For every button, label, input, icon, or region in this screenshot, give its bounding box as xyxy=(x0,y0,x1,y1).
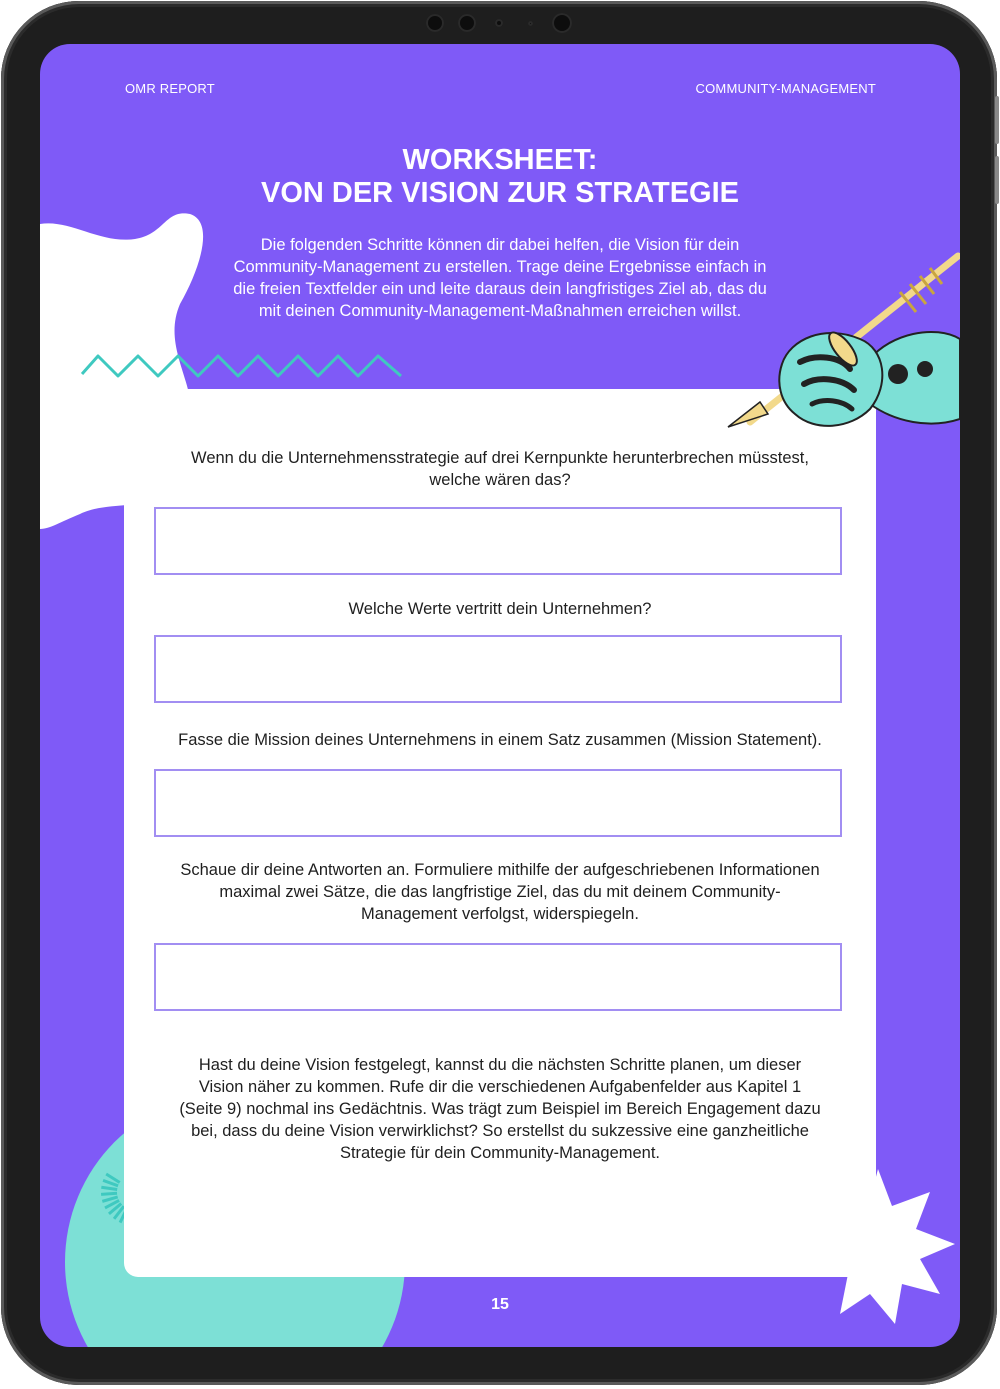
tablet-frame xyxy=(1,1,997,1385)
intro-line: mit deinen Community-Management-Maßnahmen erreichen willst. xyxy=(258,302,742,320)
front-camera-icon xyxy=(552,13,572,33)
page-title xyxy=(40,144,960,210)
question-line: Management verfolgst, widerspiegeln. xyxy=(361,905,639,923)
document-page[interactable] xyxy=(40,44,960,1347)
question-4 xyxy=(124,859,876,925)
sensor-dot-icon xyxy=(528,21,533,26)
answer-field-2[interactable] xyxy=(154,635,842,703)
question-line: maximal zwei Sätze, die das langfristige Ziel, das du mit deinem Community- xyxy=(219,883,781,901)
question-line: Fasse die Mission deines Unternehmens in einem Satz zusammen (Mission Statement). xyxy=(178,731,822,749)
worksheet-card xyxy=(124,389,876,1277)
answer-field-1[interactable] xyxy=(154,507,842,575)
page-number: 15 xyxy=(491,1296,509,1313)
question-1 xyxy=(124,447,876,491)
question-line: welche wären das? xyxy=(429,471,571,489)
header-right: COMMUNITY-MANAGEMENT xyxy=(695,81,876,96)
question-line: Schaue dir deine Antworten an. Formuliere mithilfe der aufgeschriebenen Informationen xyxy=(180,861,820,879)
volume-button xyxy=(995,156,999,204)
question-3 xyxy=(124,729,876,751)
outro-line: (Seite 9) nochmal ins Gedächtnis. Was trägt zum Beispiel im Bereich Engagement dazu xyxy=(179,1100,821,1118)
intro-line: Die folgenden Schritte können dir dabei helfen, die Vision für dein xyxy=(260,236,740,254)
sensor-icon xyxy=(458,14,476,32)
intro-text xyxy=(205,234,795,322)
robot-hand-pen-icon xyxy=(720,244,960,434)
outro-text xyxy=(154,1054,846,1164)
volume-button xyxy=(995,96,999,144)
title-line: WORKSHEET: xyxy=(402,144,598,176)
outro-line: Hast du deine Vision festgelegt, kannst du die nächsten Schritte planen, um dieser xyxy=(198,1056,802,1074)
answer-field-4[interactable] xyxy=(154,943,842,1011)
outro-line: Strategie für dein Community-Management. xyxy=(339,1144,661,1162)
title-line: VON DER VISION ZUR STRATEGIE xyxy=(260,177,739,209)
sensor-icon xyxy=(426,14,444,32)
outro-line: Vision näher zu kommen. Rufe dir die verschiedenen Aufgabenfelder aus Kapitel 1 xyxy=(198,1078,802,1096)
question-line: Welche Werte vertritt dein Unternehmen? xyxy=(348,600,652,618)
sensor-dot-icon xyxy=(495,19,503,27)
answer-field-3[interactable] xyxy=(154,769,842,837)
intro-line: Community-Management zu erstellen. Trage deine Ergebnisse einfach in xyxy=(233,258,767,276)
question-2 xyxy=(124,598,876,620)
header-left: OMR REPORT xyxy=(125,81,215,96)
outro-line: bei, dass du deine Vision verwirklichst? So erstellst du sukzessive eine ganzheitliche xyxy=(191,1122,809,1140)
question-line: Wenn du die Unternehmensstrategie auf drei Kernpunkte herunterbrechen müsstest, xyxy=(191,449,809,467)
intro-line: die freien Textfelder ein und leite daraus dein langfristiges Ziel ab, das du xyxy=(233,280,767,298)
